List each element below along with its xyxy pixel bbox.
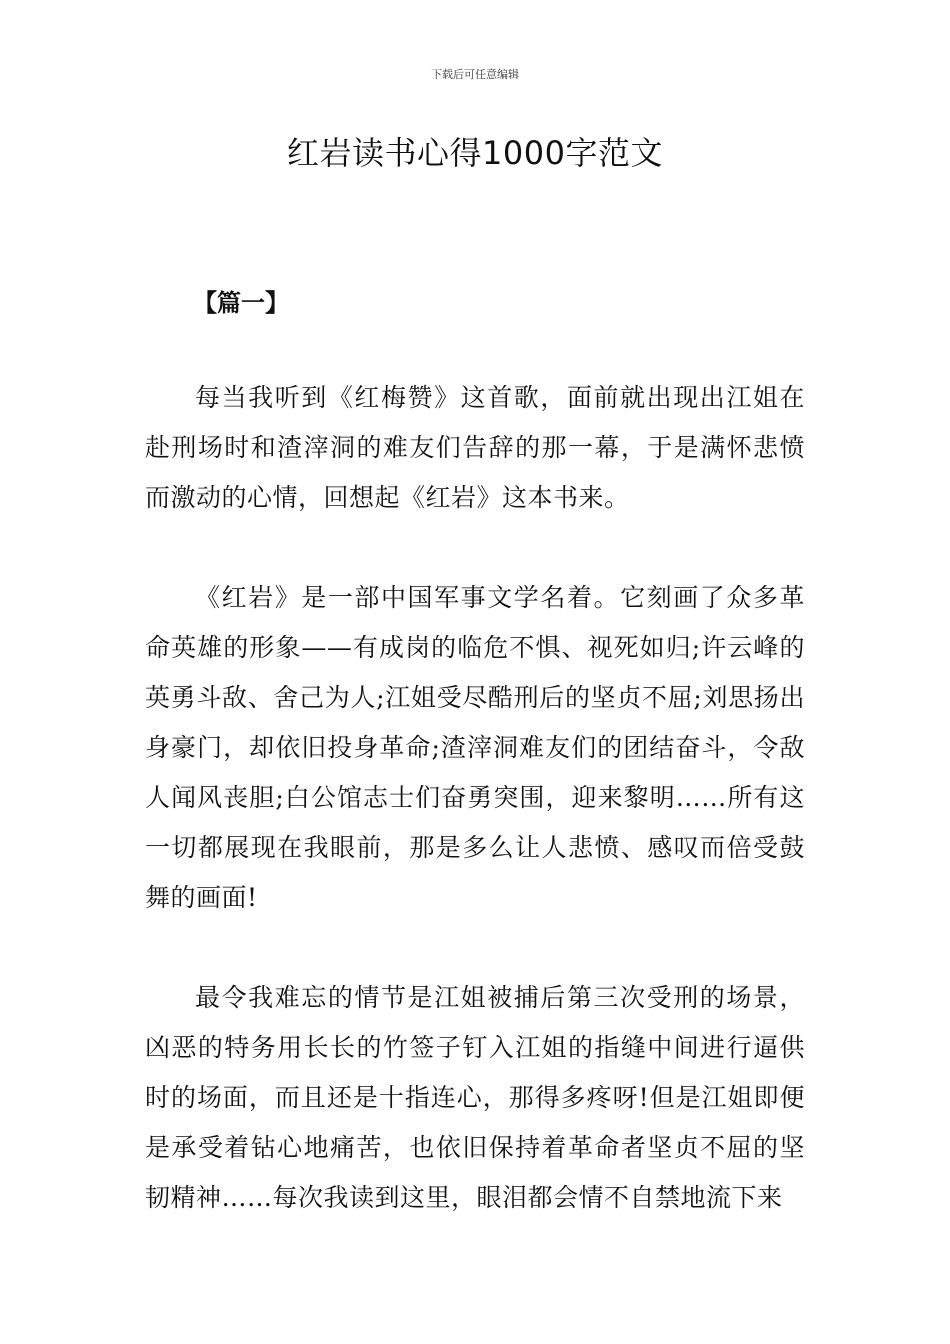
- paragraph: 每当我听到《红梅赞》这首歌，面前就出现出江姐在赴刑场时和渣滓洞的难友们告辞的那一幕，于是满怀悲愤而激动的心情，回想起《红岩》这本书来。: [145, 383, 805, 512]
- paragraph-2-container: [145, 573, 805, 923]
- document-title: 红岩读书心得1000字范文: [287, 134, 663, 172]
- paragraph: 《红岩》是一部中国军事文学名着。它刻画了众多革命英雄的形象——有成岗的临危不惧、视死如归;许云峰的英勇斗敌、舍己为人;江姐受尽酷刑后的坚贞不屈;刘思扬出身豪门，却依旧投身革命;渣滓洞难友们的团结奋斗，令敌人闻风丧胆;白公馆志士们奋勇突围，迎来黎明……所有这一切都展现在我眼前，那是多么让人悲愤、感叹而倍受鼓舞的画面!: [145, 583, 805, 912]
- paragraph-1-container: [145, 373, 805, 523]
- paragraph: 最令我难忘的情节是江姐被捕后第三次受刑的场景，凶恶的特务用长长的竹签子钉入江姐的指缝中间进行逼供时的场面，而且还是十指连心，那得多疼呀!但是江姐即便是承受着钻心地痛苦，也依旧保持着革命者坚贞不屈的坚韧精神……每次我读到这里，眼泪都会情不自禁地流下来: [145, 983, 805, 1212]
- paragraph-3-container: [145, 973, 805, 1223]
- section-label: 【篇一】: [193, 289, 289, 317]
- header-note: 下载后可任意编辑: [431, 68, 519, 81]
